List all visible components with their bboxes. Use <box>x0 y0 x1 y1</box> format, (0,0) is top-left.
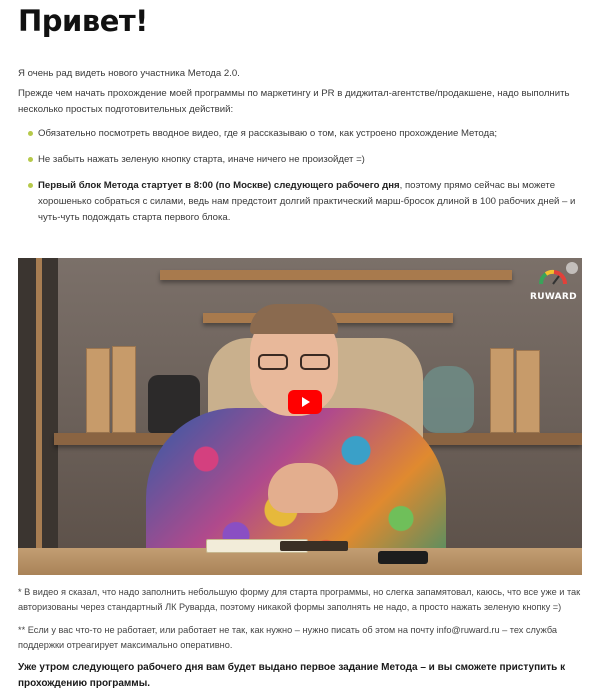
list-item <box>30 152 580 168</box>
bullet-icon <box>28 131 33 136</box>
settings-icon[interactable] <box>566 262 578 274</box>
list-item-text: Обязательно посмотреть вводное видео, где я рассказываю о том, как устроено прохождение Метода; <box>38 128 498 139</box>
footnote-form: * В видео я сказал, что надо заполнить небольшую форму для старта программы, но слегка запамятовал, каюсь, что все уже и так авторизованы через стандартный ЛК Руварда, поэтому никакой формы заполнять не надо, а просто нажать зеленую кнопку =) <box>18 587 581 612</box>
list-item <box>30 178 580 226</box>
intro-text: Я очень рад видеть нового участника Метода 2.0. <box>18 68 240 79</box>
play-button[interactable] <box>288 390 322 414</box>
logo-text: RUWARD <box>530 292 577 302</box>
steps-list <box>30 126 580 226</box>
list-item <box>30 126 580 142</box>
list-item-text: , поэтому прямо сейчас вы можете хорошенько собраться с силами, ведь нам предстоит долгий практический марш-бросок длиной в 100 рабочих дней – и чуть-чуть подождать старта первого блока. <box>38 180 576 223</box>
play-icon <box>299 396 311 408</box>
intro-video-player[interactable] <box>18 258 582 575</box>
list-item-text: Не забыть нажать зеленую кнопку старта, иначе ничего не произойдет =) <box>38 154 365 165</box>
lead-text: Прежде чем начать прохождение моей программы по маркетингу и PR в диджитал-агентстве/продакшене, надо выполнить несколько простых подготовительных действий: <box>18 88 570 115</box>
closing-text: Уже утром следующего рабочего дня вам будет выдано первое задание Метода – и вы сможете приступить к прохождению программы. <box>18 662 566 689</box>
footnote-support: ** Если у вас что-то не работает, или работает не так, как нужно – нужно писать об этом на почту info@ruward.ru – тех служба поддержки отреагирует максимально оперативно. <box>18 625 557 650</box>
bullet-icon <box>28 157 33 162</box>
bullet-icon <box>28 183 33 188</box>
start-time-highlight: Первый блок Метода стартует в 8:00 (по Москве) следующего рабочего дня <box>38 180 400 191</box>
page-title: Привет! <box>18 4 148 38</box>
gauge-icon <box>538 268 568 286</box>
